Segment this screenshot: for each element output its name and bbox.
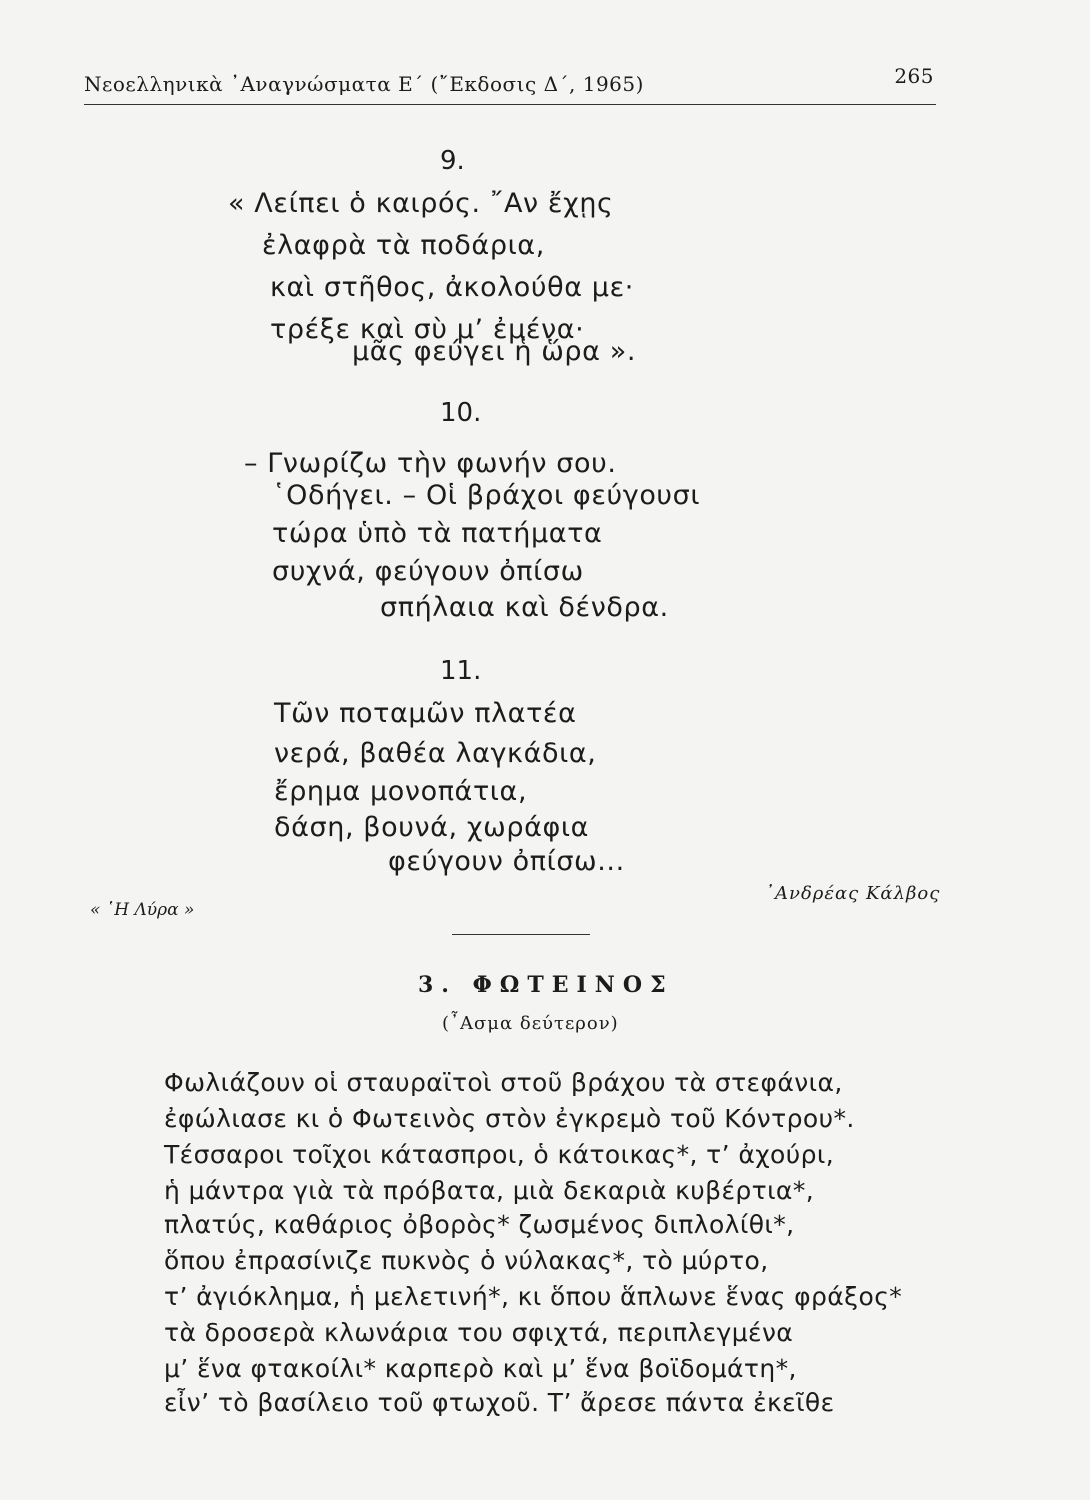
poem-line: ἔρημα μονοπάτια, (274, 776, 528, 807)
poem-line: πλατύς, καθάριος ὀβορὸς* ζωσμένος διπλολίθι*, (164, 1210, 795, 1239)
poem-line: ἐλαφρὰ τὰ ποδάρια, (262, 230, 545, 261)
poem-line: τὰ δροσερὰ κλωνάρια του σφιχτά, περιπλεγμένα (164, 1318, 794, 1347)
poem-author: ᾿Ανδρέας Κάλβος (765, 883, 941, 904)
poem-line: νερά, βαθέα λαγκάδια, (274, 738, 597, 769)
poem-line: ὅπου ἐπρασίνιζε πυκνὸς ὁ νύλακας*, τὸ μύρτο, (164, 1246, 769, 1275)
running-header (84, 64, 934, 104)
poem-line: τ’ ἀγιόκλημα, ἡ μελετινή*, κι ὅπου ἅπλωνε ἕνας φράξος* (164, 1282, 903, 1311)
poem-line: ἐφώλιασε κι ὁ Φωτεινὸς στὸν ἐγκρεμὸ τοῦ Κόντρου*. (164, 1104, 855, 1133)
header-rule (84, 104, 936, 105)
poem-line: τρέξε καὶ σὺ μ’ ἐμένα· (270, 314, 585, 345)
poem-line: φεύγουν ὀπίσω... (388, 846, 625, 877)
stanza-number: 10. (440, 398, 482, 428)
poem-line: τώρα ὑπὸ τὰ πατήματα (272, 518, 603, 549)
poem-line: « Λείπει ὁ καιρός. ῎Αν ἔχῃς (228, 188, 614, 219)
poem-line: Τῶν ποταμῶν πλατέα (274, 698, 577, 729)
book-title: Νεοελληνικὰ ᾿Αναγνώσματα Ε΄ (῎Εκδοσις Δ΄, 1965) (84, 72, 644, 96)
poem-line: συχνά, φεύγουν ὀπίσω (272, 556, 584, 587)
poem-source: « ῾Η Λύρα » (90, 900, 195, 920)
separator-rule (452, 934, 590, 935)
section-title: 3. ΦΩΤΕΙΝΟΣ (418, 972, 674, 998)
poem-line: σπήλαια καὶ δένδρα. (380, 592, 669, 623)
poem-line: – Γνωρίζω τὴν φωνήν σου. (244, 448, 617, 479)
poem-line: ῾Οδήγει. – Οἱ βράχοι φεύγουσι (272, 480, 701, 511)
poem-line: εἶν’ τὸ βασίλειο τοῦ φτωχοῦ. Τ’ ἄρεσε πάντα ἐκεῖθε (164, 1388, 835, 1417)
poem-line: Φωλιάζουν οἱ σταυραϊτοὶ στοῦ βράχου τὰ στεφάνια, (164, 1068, 843, 1097)
poem-line: μᾶς φεύγει ἡ ὥρα ». (352, 336, 637, 367)
stanza-number: 11. (440, 656, 482, 686)
stanza-number: 9. (440, 146, 465, 176)
poem-line: καὶ στῆθος, ἀκολούθα με· (270, 272, 634, 303)
page-number: 265 (894, 64, 934, 88)
poem-line: δάση, βουνά, χωράφια (274, 812, 590, 843)
poem-line: Τέσσαροι τοῖχοι κάτασπροι, ὁ κάτοικας*, τ’ ἀχούρι, (164, 1140, 835, 1169)
poem-line: ἡ μάντρα γιὰ τὰ πρόβατα, μιὰ δεκαριὰ κυβέρτια*, (164, 1176, 815, 1205)
section-subtitle: (῏Ασμα δεύτερον) (442, 1013, 619, 1034)
poem-line: μ’ ἕνα φτακοίλι* καρπερὸ καὶ μ’ ἕνα βοϊδομάτη*, (164, 1354, 797, 1383)
